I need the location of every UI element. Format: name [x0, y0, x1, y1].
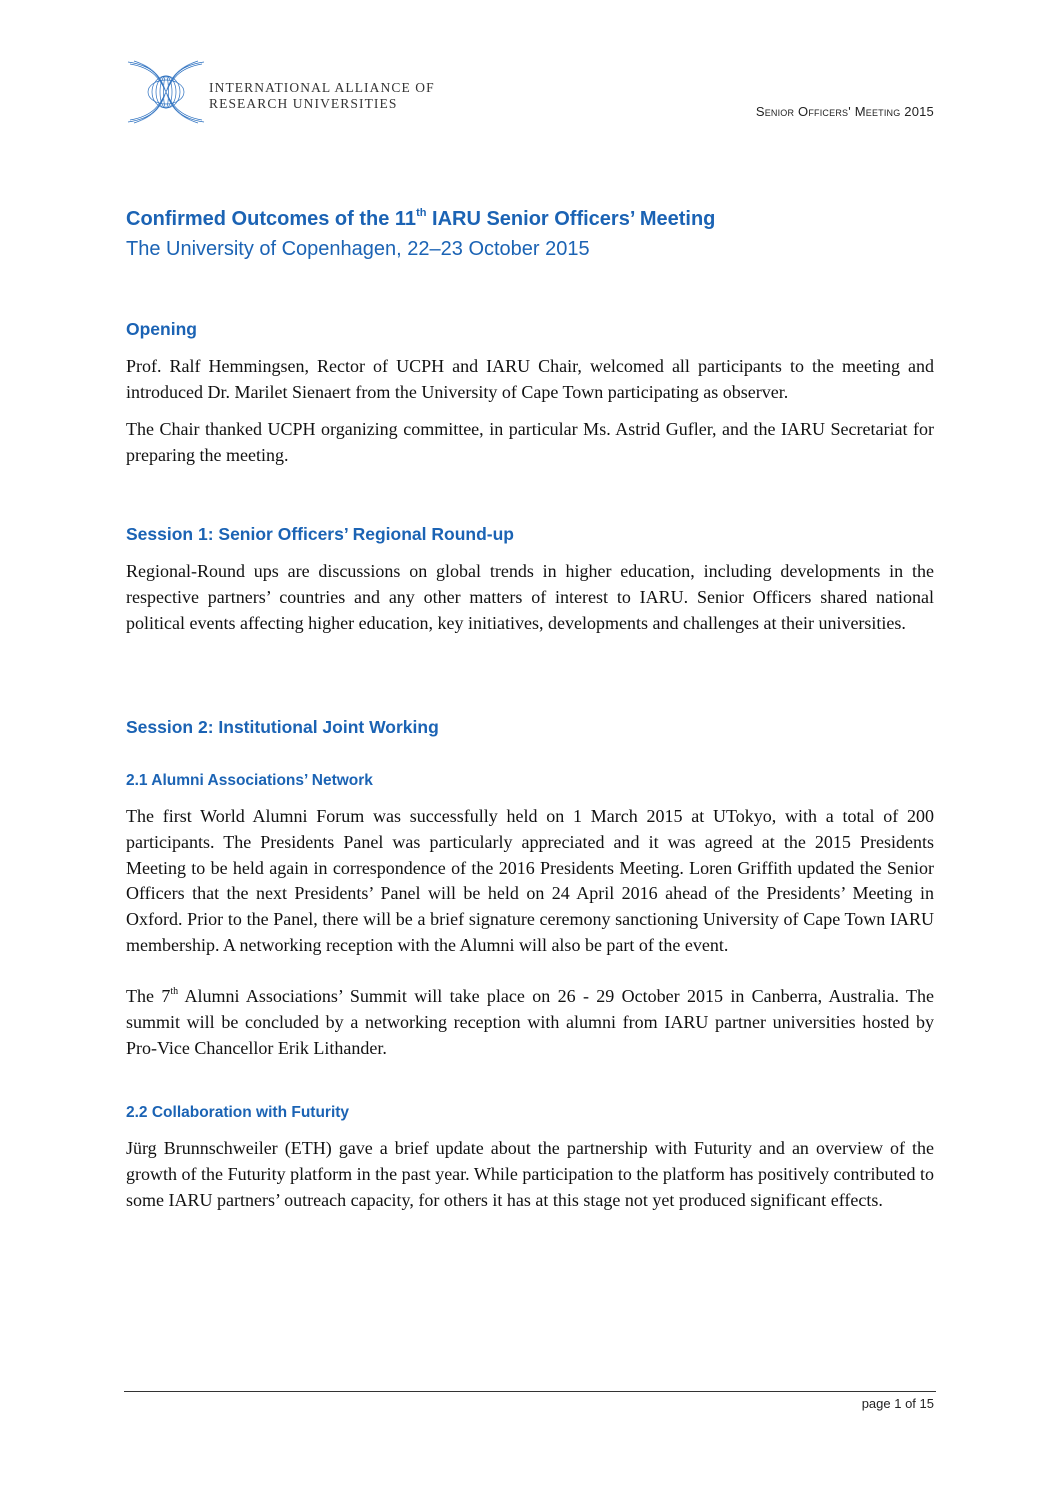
logo-line-1: INTERNATIONAL ALLIANCE OF [209, 80, 435, 95]
opening-paragraph-1: Prof. Ralf Hemmingsen, Rector of UCPH and IARU Chair, welcomed all participants to the meeting and introduced Dr. Marilet Sienaert from the University of Cape Town participating as observer. [126, 356, 934, 402]
running-header: Senior Officers' Meeting 2015 [755, 104, 934, 119]
logo-line-2: RESEARCH UNIVERSITIES [209, 96, 398, 111]
iaru-logo [126, 58, 435, 128]
page-number: page 1 of 15 [861, 1396, 934, 1411]
heading-session-2: Session 2: Institutional Joint Working [126, 717, 439, 737]
alumni-paragraph-1: The first World Alumni Forum was successfully held on 1 March 2015 at UTokyo, with a total of 200 participants. The Presidents Panel was particularly appreciated and it was agreed at the 2015 Presidents Meeting to be held again in correspondence of the 2016 Presidents Meeting. Loren Griffith updated the Senior Officers that the next Presidents’ Panel will be held on 24 April 2016 ahead of the Presidents’ Meeting in Oxford. Prior to the Panel, there will be a brief signature ceremony sanctioning University of Cape Town IARU membership. A networking reception with the Alumni will also be part of the event. [126, 806, 934, 955]
alumni-paragraph-2-start: The 7 [126, 986, 171, 1006]
document-subtitle: The University of Copenhagen, 22–23 October 2015 [126, 238, 590, 260]
iaru-logo-mark-icon [126, 58, 206, 126]
logo-wordmark [209, 80, 435, 112]
futurity-paragraph: Jürg Brunnschweiler (ETH) gave a brief update about the partnership with Futurity and an overview of the growth of the Futurity platform in the past year. While participation to the platform has positively contributed to some IARU partners’ outreach capacity, for others it has at this stage not yet produced significant effects. [126, 1138, 934, 1210]
heading-alumni-network: 2.1 Alumni Associations’ Network [126, 772, 373, 789]
opening-paragraph-2: The Chair thanked UCPH organizing committee, in particular Ms. Astrid Gufler, and the IARU Secretariat for preparing the meeting. [126, 419, 934, 465]
heading-futurity: 2.2 Collaboration with Futurity [126, 1104, 350, 1121]
document-title [126, 208, 715, 231]
alumni-paragraph-2 [126, 984, 934, 1061]
footer-divider [124, 1391, 936, 1392]
ordinal-suffix: th [170, 986, 179, 997]
heading-session-1: Session 1: Senior Officers’ Regional Round-up [126, 524, 514, 544]
session-1-paragraph: Regional-Round ups are discussions on global trends in higher education, including developments in the respective partners’ countries and any other matters of interest to IARU. Senior Officers shared national political events affecting higher education, key initiatives, developments and challenges at their universities. [126, 561, 934, 633]
heading-opening: Opening [126, 319, 197, 339]
title-ordinal-suffix: th [416, 207, 427, 219]
title-text: Confirmed Outcomes of the 11 [126, 208, 417, 230]
title-text-end: IARU Senior Officers’ Meeting [426, 208, 716, 230]
alumni-paragraph-2-rest: Alumni Associations’ Summit will take place on 26 - 29 October 2015 in Canberra, Australia. The summit will be concluded by a networking reception with alumni from IARU partner universities hosted by Pro-Vice Chancellor Erik Lithander. [126, 986, 934, 1058]
